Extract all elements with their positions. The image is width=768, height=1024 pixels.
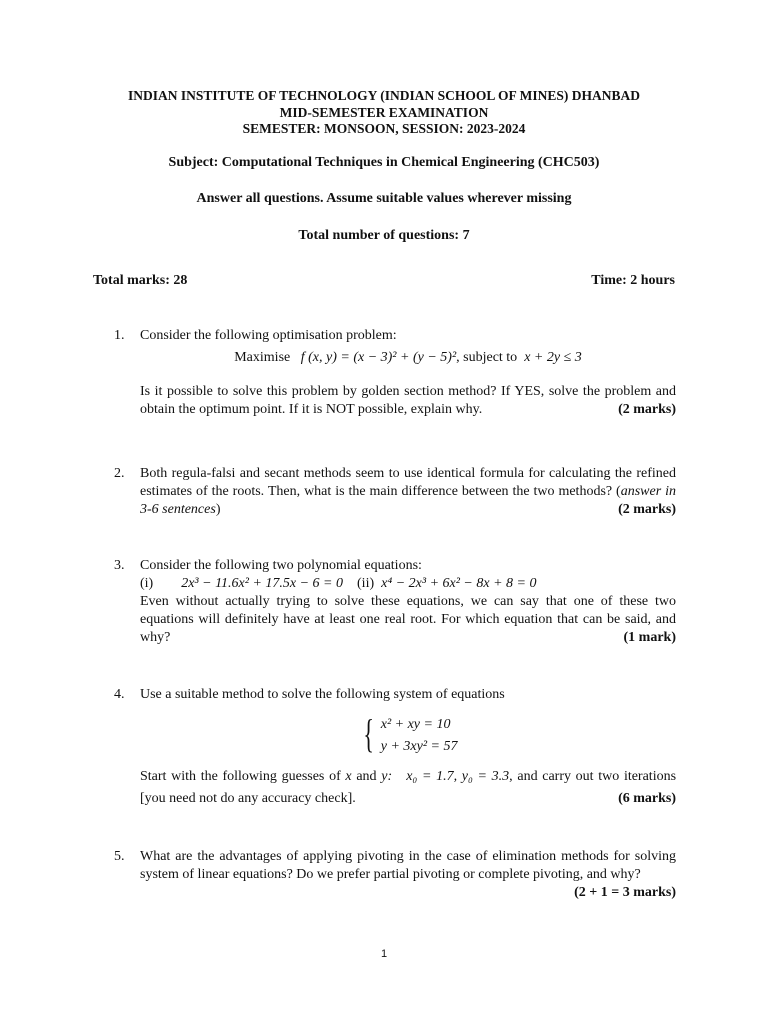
system-equation-1: x² + xy = 10 — [380, 717, 451, 732]
question-2 — [116, 465, 676, 519]
question-3 — [116, 557, 676, 647]
question-text: Start with the following guesses of x and y: x₀ = 1.7, y₀ = 3.3, and carry out two iterations [you need not do any accuracy check]. (6 marks) — [140, 766, 676, 810]
instruction-line: Answer all questions. Assume suitable values wherever missing — [196, 191, 572, 206]
equation-system — [140, 711, 676, 758]
question-1 — [116, 327, 676, 419]
exam-time: Time: 2 hours — [591, 273, 675, 288]
question-number: 3. — [114, 558, 125, 573]
question-marks: (1 mark) — [623, 630, 676, 645]
equation-ii: x⁴ − 2x³ + 6x² − 8x + 8 = 0 — [381, 576, 537, 591]
question-intro: Consider the following two polynomial equations: — [140, 558, 422, 573]
question-intro: Use a suitable method to solve the following system of equations — [140, 687, 505, 702]
question-text: Even without actually trying to solve these equations, we can say that one of these two equations will definitely have at least one real root. For which equation that can be said, and why? (1 mark) — [140, 594, 676, 645]
question-text: What are the advantages of applying pivoting in the case of elimination methods for solving system of linear equations? Do we prefer partial pivoting or complete pivoting, and why? (2 + 1 = 3 marks) — [140, 849, 676, 900]
constraint: x + 2y ≤ 3 — [524, 350, 582, 365]
total-marks: Total marks: 28 — [93, 273, 188, 288]
system-equation-2: y + 3xy² = 57 — [380, 739, 458, 754]
question-number: 5. — [114, 849, 125, 864]
page-number: 1 — [380, 948, 388, 960]
question-number: 1. — [114, 328, 125, 343]
question-number: 4. — [114, 687, 125, 702]
initial-guesses: x₀ = 1.7, y₀ = 3.3 — [406, 769, 510, 784]
question-intro: Consider the following optimisation problem: — [140, 328, 397, 343]
total-questions: Total number of questions: 7 — [298, 228, 470, 243]
institute-name: INDIAN INSTITUTE OF TECHNOLOGY (INDIAN SCHOOL OF MINES) DHANBAD — [127, 88, 641, 103]
question-5 — [116, 848, 676, 902]
exam-title: MID-SEMESTER EXAMINATION — [279, 104, 489, 120]
question-marks: (6 marks) — [618, 791, 676, 806]
question-text: Is it possible to solve this problem by golden section method? If YES, solve the problem and obtain the optimum point. If it is NOT possible, explain why. (2 marks) — [140, 384, 676, 417]
objective-function: f (x, y) = (x − 3)² + (y − 5)² — [300, 350, 457, 365]
question-4 — [116, 686, 676, 810]
question-text: Both regula-falsi and secant methods seem to use identical formula for calculating the refined estimates of the roots. Then, what is the main difference between the two methods? (answer in 3-6 sentences) (2 marks) — [140, 466, 676, 517]
objective-equation: Maximise f (x, y) = (x − 3)² + (y − 5)², subject to x + 2y ≤ 3 — [234, 350, 582, 365]
question-marks: (2 + 1 = 3 marks) — [574, 885, 676, 900]
equation-i: 2x³ − 11.6x² + 17.5x − 6 = 0 — [181, 576, 344, 591]
question-marks: (2 marks) — [618, 502, 676, 517]
polynomial-equations: (i) 2x³ − 11.6x² + 17.5x − 6 = 0 (ii) x⁴ − 2x³ + 6x² − 8x + 8 = 0 — [140, 576, 537, 591]
brace-symbol: { — [362, 711, 374, 756]
subject-line: Subject: Computational Techniques in Chemical Engineering (CHC503) — [168, 155, 600, 170]
session-line: SEMESTER: MONSOON, SESSION: 2023-2024 — [242, 121, 526, 136]
question-number: 2. — [114, 466, 125, 481]
exam-header — [0, 88, 768, 138]
question-marks: (2 marks) — [618, 402, 676, 417]
